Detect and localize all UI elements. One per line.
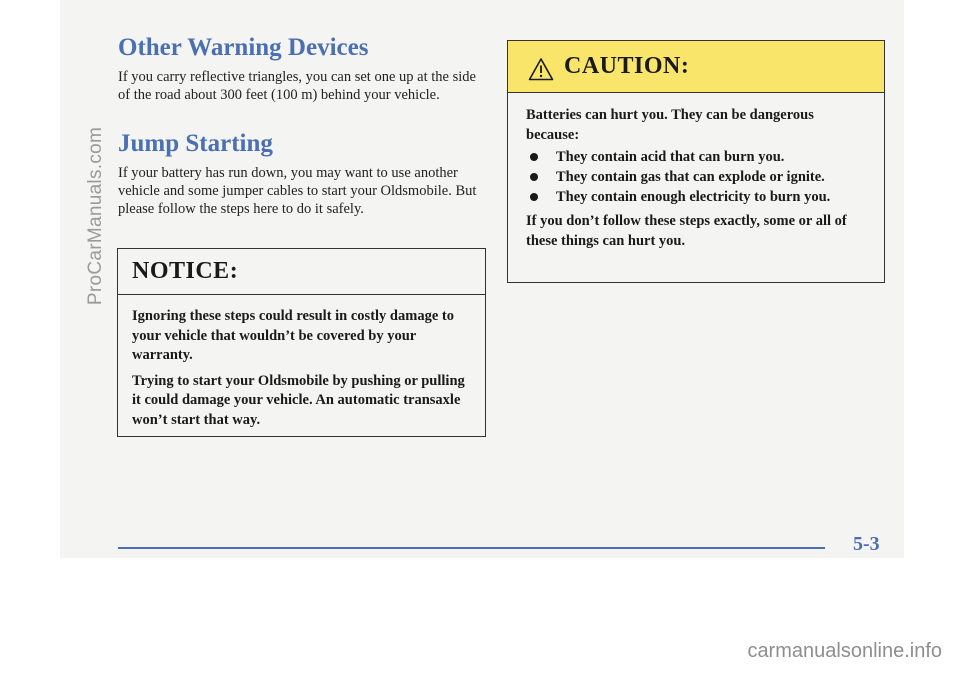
notice-paragraph: Trying to start your Oldsmobile by pushing or pulling it could damage your vehicle. An automatic transaxle won’t start that way. [132,372,465,428]
footer-rule [118,547,825,549]
bullet-icon [530,173,538,181]
side-watermark: ProCarManuals.com [85,126,106,306]
notice-header [118,249,485,295]
caution-outro: If you don’t follow these steps exactly, some or all of these things can hurt you. [526,213,847,249]
list-item-text: They contain enough electricity to burn you. [556,189,831,205]
caution-body [508,93,884,251]
list-item-text: They contain acid that can burn you. [556,149,785,165]
notice-box [117,248,486,437]
footer-watermark: carmanualsonline.info [747,640,942,662]
section-text-jump-starting: If your battery has run down, you may want to use another vehicle and some jumper cables to start your Oldsmobile. But please follow the steps here to do it safely. [118,165,477,217]
section-title-jump-starting: Jump Starting [118,130,273,157]
page-number: 5-3 [853,533,880,555]
caution-header [508,41,884,93]
notice-paragraph: Ignoring these steps could result in costly damage to your vehicle that wouldn’t be covered by your warranty. [132,308,454,363]
bullet-icon [530,153,538,161]
notice-body [118,295,485,430]
notice-title: NOTICE: [132,258,239,284]
caution-intro: Batteries can hurt you. They can be dangerous because: [526,107,814,143]
caution-title: CAUTION: [564,53,690,79]
section-title-other-warning: Other Warning Devices [118,34,369,61]
bullet-icon [530,193,538,201]
list-item [526,167,870,187]
caution-box [507,40,885,283]
list-item [526,187,870,207]
caution-bullet-list [526,147,870,207]
section-text-other-warning: If you carry reflective triangles, you can set one up at the side of the road about 300 feet (100 m) behind your vehicle. [118,69,476,103]
list-item-text: They contain gas that can explode or ignite. [556,169,825,185]
warning-triangle-icon [528,57,554,81]
list-item [526,147,870,167]
